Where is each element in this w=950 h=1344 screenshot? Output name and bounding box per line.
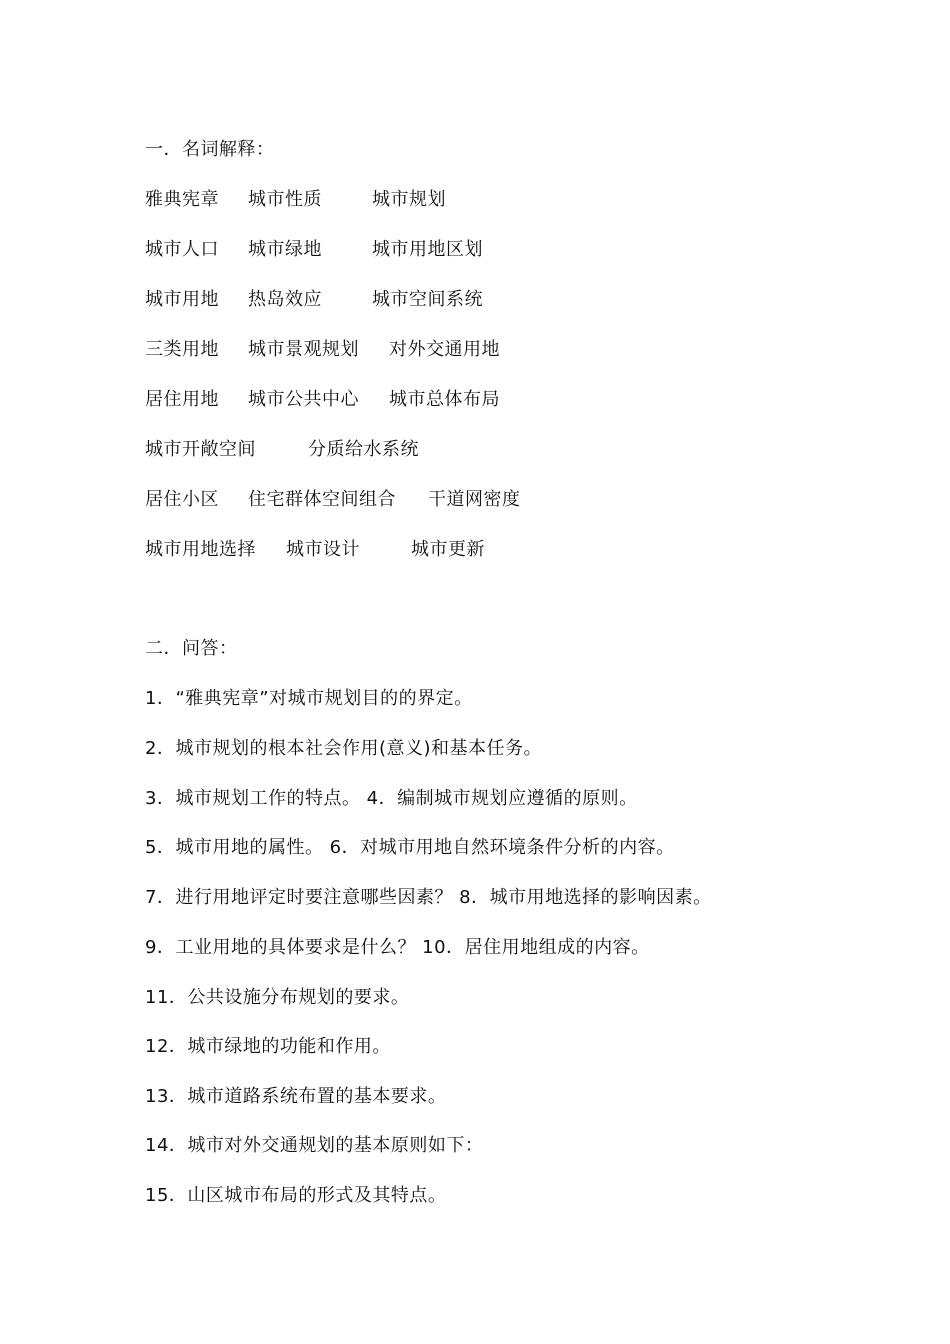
term: 居住用地 [145,389,219,410]
term: 分质给水系统 [308,439,419,460]
question-item: 11．公共设施分布规划的要求。 [145,987,410,1008]
term: 城市空间系统 [372,289,483,310]
term: 城市绿地 [248,239,322,260]
term: 城市用地选择 [145,539,256,560]
question-item: 3．城市规划工作的特点。 4．编制城市规划应遵循的原则。 [145,788,638,809]
term: 城市人口 [145,239,219,260]
term: 城市总体布局 [389,389,500,410]
term: 对外交通用地 [389,339,500,360]
term: 城市景观规划 [248,339,359,360]
question-item: 7．进行用地评定时要注意哪些因素？ 8．城市用地选择的影响因素。 [145,887,712,908]
term: 城市设计 [286,539,360,560]
question-item: 1．“雅典宪章”对城市规划目的的界定。 [145,688,473,709]
term: 三类用地 [145,339,219,360]
question-item: 9．工业用地的具体要求是什么？ 10．居住用地组成的内容。 [145,937,650,958]
term: 城市用地 [145,289,219,310]
question-item: 13．城市道路系统布置的基本要求。 [145,1086,447,1107]
term: 居住小区 [145,489,219,510]
question-item: 15．山区城市布局的形式及其特点。 [145,1185,447,1206]
term: 城市公共中心 [248,389,359,410]
term: 雅典宪章 [145,189,219,210]
question-item: 12．城市绿地的功能和作用。 [145,1036,391,1057]
term: 城市开敞空间 [145,439,256,460]
section-1-heading: 一．名词解释： [145,139,275,160]
term: 城市更新 [411,539,485,560]
term: 城市用地区划 [372,239,483,260]
question-item: 5．城市用地的属性。 6．对城市用地自然环境条件分析的内容。 [145,837,675,858]
section-2-heading: 二．问答： [145,638,238,659]
term: 热岛效应 [248,289,322,310]
term: 干道网密度 [428,489,521,510]
question-item: 2．城市规划的根本社会作用(意义)和基本任务。 [145,738,542,759]
term: 城市性质 [248,189,322,210]
question-item: 14．城市对外交通规划的基本原则如下： [145,1135,484,1156]
term: 住宅群体空间组合 [248,489,396,510]
term: 城市规划 [372,189,446,210]
